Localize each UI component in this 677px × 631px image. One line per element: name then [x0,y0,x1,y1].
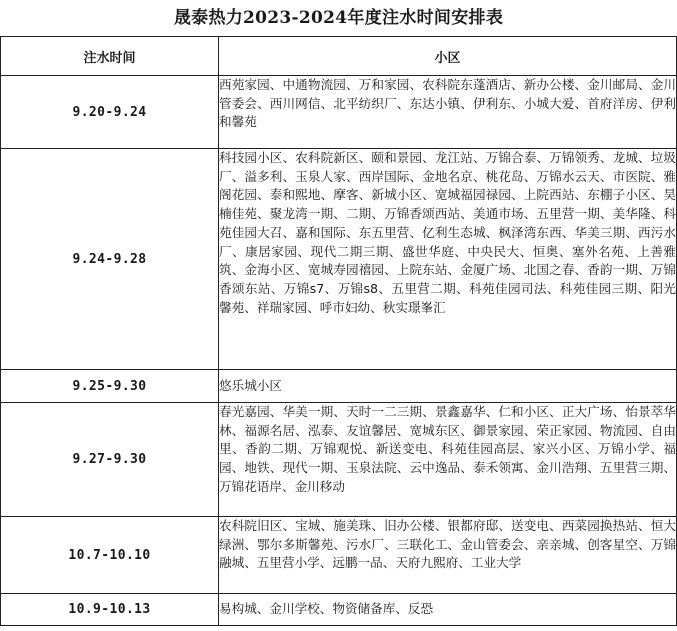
row-areas: 西苑家园、中通物流园、万和家园、农科院东蓬酒店、新办公楼、金川邮局、金川管委会、西川网信、北平纺织厂、东达小镇、伊利东、小城大爱、首府洋房、伊利和馨苑 [219,76,677,149]
table-row [1,76,677,149]
table-row [1,370,677,403]
row-time: 9.24-9.28 [1,149,219,370]
row-time: 9.25-9.30 [1,370,219,403]
table-row [1,594,677,626]
table-header-row [1,37,677,76]
row-areas: 易构城、金川学校、物资储备库、反恐 [219,594,677,626]
table-row [1,517,677,594]
schedule-table [0,36,677,626]
row-time: 9.20-9.24 [1,76,219,149]
document-title: 晟泰热力2023-2024年度注水时间安排表 [173,8,504,28]
row-areas: 农科院旧区、宝城、施美珠、旧办公楼、银都府邸、送变电、西菜园换热站、恒大绿洲、鄂尔多斯馨苑、污水厂、三联化工、金山管委会、亲亲城、创客星空、万锦融城、五里营小学、远鹏一品、天府九熙府、工业大学 [219,517,677,594]
row-time: 9.27-9.30 [1,403,219,517]
row-areas: 悠乐城小区 [219,370,677,403]
row-areas: 春光嘉园、华美一期、天时一二三期、景鑫嘉华、仁和小区、正大广场、怡景萃华林、福源名居、泓泰、友谊馨居、宽城东区、御景家园、荣正家园、物流园、自由里、香韵二期、万锦观悦、新送变电、科苑佳园高层、家兴小区、万锦小学、福园、地铁、现代一期、玉泉法院、云中逸品、泰禾领寓、金川浩翔、五里营三期、万锦花语岸、金川移动 [219,403,677,517]
table-row [1,403,677,517]
column-header-time: 注水时间 [1,37,219,76]
column-header-area: 小区 [219,37,677,76]
row-areas: 科技园小区、农科院新区、颐和景园、龙江站、万锦合泰、万锦领秀、龙城、垃圾厂、溢多利、玉泉人家、西岸国际、金地名京、桃花岛、万锦水云天、市医院、雅阁花园、泰和熙地、摩客、新城小区、宽城福园禄园、上院西站、东棚子小区、昊楠佳苑、聚龙湾一期、二期、万锦香颂西站、美通市场、五里营一期、美华隆、科苑佳园大召、嘉和国际、东五里营、亿利生态城、枫泽湾东西、华美三期、西污水厂、康居家园、现代二期三期、盛世华庭、中央民大、恒奥、塞外名苑、上善雅筑、金海小区、宽城寿园禧园、上院东站、金厦广场、北国之春、香韵一期、万锦香颂东站、万锦s7、万锦s8、五里营二期、科苑佳园司法、科苑佳园三期、阳光馨苑、祥瑞家园、呼市妇幼、秋实璟峯汇 [219,149,677,370]
row-time: 10.9-10.13 [1,594,219,626]
row-time: 10.7-10.10 [1,517,219,594]
table-row [1,149,677,370]
